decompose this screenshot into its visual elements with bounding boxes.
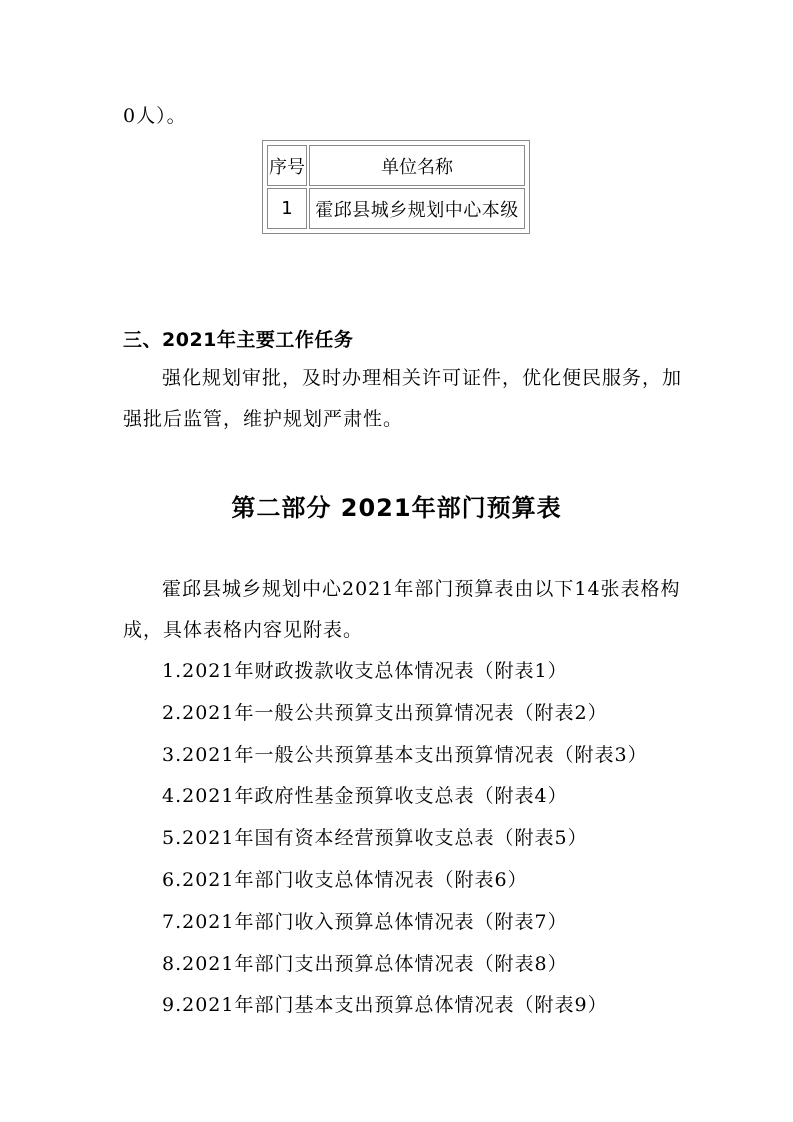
list-item: 3.2021年一般公共预算基本支出预算情况表（附表3） <box>162 743 648 766</box>
table-list <box>162 659 648 1035</box>
list-item: 2.2021年一般公共预算支出预算情况表（附表2） <box>162 701 608 724</box>
unit-table <box>262 140 530 234</box>
carry-over-text: 0人）。 <box>123 105 187 127</box>
table-header-cell: 单位名称 <box>309 145 525 186</box>
paragraph-line: 强批后监管，维护规划严肃性。 <box>123 408 404 430</box>
list-item: 1.2021年财政拨款收支总体情况表（附表1） <box>162 660 568 682</box>
list-item: 5.2021年国有资本经营预算收支总表（附表5） <box>162 827 588 850</box>
paragraph-line: 强化规划审批，及时办理相关许可证件，优化便民服务，加 <box>162 367 683 389</box>
section-heading: 三、2021年主要工作任务 <box>123 329 354 351</box>
table-header-cell: 序号 <box>267 145 307 186</box>
paragraph-line: 霍邱县城乡规划中心2021年部门预算表由以下14张表格构 <box>162 578 681 600</box>
table-cell: 1 <box>267 188 307 229</box>
table-cell: 霍邱县城乡规划中心本级 <box>309 188 525 229</box>
list-item: 6.2021年部门收支总体情况表（附表6） <box>162 868 528 891</box>
list-item: 7.2021年部门收入预算总体情况表（附表7） <box>162 910 568 933</box>
section-paragraph <box>123 366 683 431</box>
paragraph-line: 成，具体表格内容见附表。 <box>123 619 364 641</box>
table-header-row <box>267 145 525 186</box>
part-title: 第二部分 2021年部门预算表 <box>231 494 562 522</box>
list-item: 4.2021年政府性基金预算收支总表（附表4） <box>162 785 568 808</box>
list-item: 9.2021年部门基本支出预算总体情况表（附表9） <box>162 994 608 1017</box>
table-row <box>267 188 525 229</box>
intro-paragraph <box>123 577 693 642</box>
list-item: 8.2021年部门支出预算总体情况表（附表8） <box>162 952 568 975</box>
